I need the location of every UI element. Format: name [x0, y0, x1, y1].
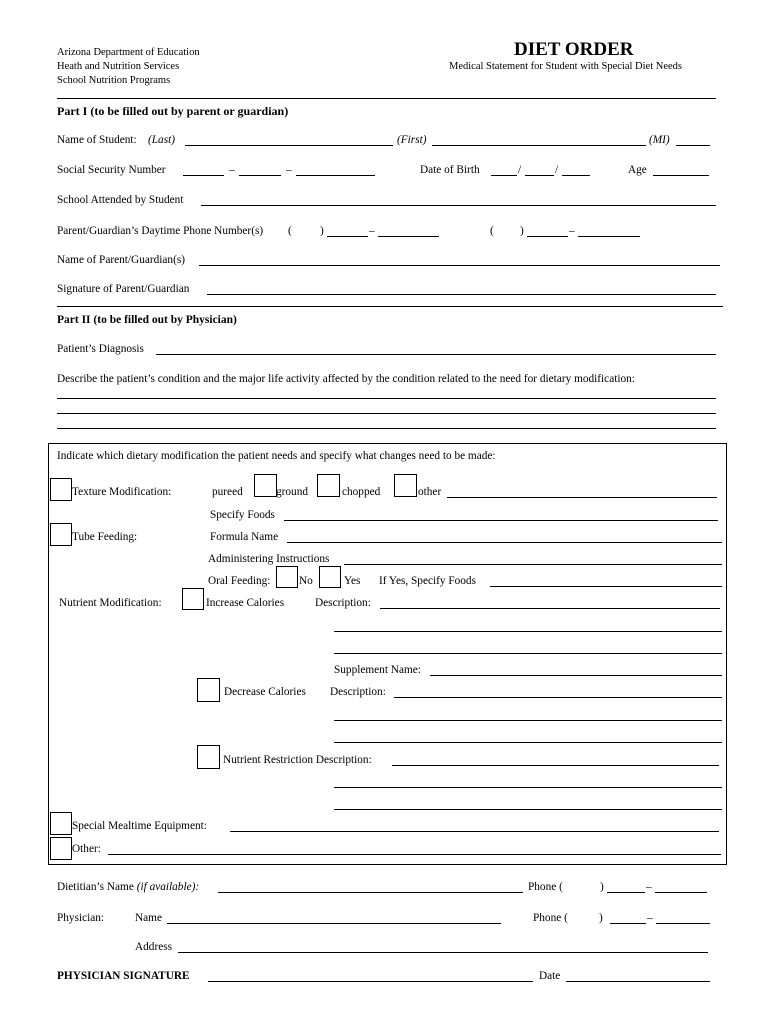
admin-instructions-field[interactable]	[344, 564, 722, 565]
parent-name-field[interactable]	[199, 265, 720, 266]
org-line: School Nutrition Programs	[57, 75, 171, 86]
phone1-prefix-field[interactable]	[327, 236, 368, 237]
page-subtitle: Medical Statement for Student with Special Diet Needs	[449, 61, 682, 72]
oral-no-checkbox[interactable]	[276, 566, 298, 588]
phone2-close-paren: )	[520, 225, 524, 237]
texture-checkbox[interactable]	[50, 478, 72, 501]
org-line: Heath and Nutrition Services	[57, 61, 180, 72]
school-label: School Attended by Student	[57, 194, 184, 206]
ssn-field-3[interactable]	[296, 175, 375, 176]
other-field[interactable]	[108, 854, 721, 855]
other-checkbox[interactable]	[394, 474, 417, 497]
student-name-label: Name of Student:	[57, 134, 137, 146]
if-yes-label: If Yes, Specify Foods	[379, 575, 476, 587]
other-checkbox-bottom[interactable]	[50, 837, 72, 860]
decrease-description-field-3[interactable]	[334, 742, 722, 743]
phone2-line-field[interactable]	[578, 236, 640, 237]
restriction-field-3[interactable]	[334, 809, 722, 810]
date-label: Date	[539, 970, 561, 982]
supplement-name-label: Supplement Name:	[334, 664, 421, 676]
formula-name-label: Formula Name	[210, 531, 279, 543]
phone1-line-field[interactable]	[378, 236, 439, 237]
org-line: Arizona Department of Education	[57, 47, 200, 58]
describe-label: Describe the patient’s condition and the major life activity affected by the condition related to the need for dietary modification:	[57, 373, 635, 385]
supplement-name-field[interactable]	[430, 675, 722, 676]
ssn-dash: –	[229, 164, 235, 176]
physician-name-label: Name	[135, 912, 162, 924]
dob-month-field[interactable]	[491, 175, 517, 176]
address-field[interactable]	[178, 952, 708, 953]
increase-description-field-3[interactable]	[334, 653, 722, 654]
date-field[interactable]	[566, 981, 710, 982]
physician-phone-label: Phone (	[533, 912, 568, 924]
oral-yes-label: Yes	[344, 575, 361, 587]
nutrient-restriction-checkbox[interactable]	[197, 745, 220, 769]
nutrient-restriction-label: Nutrient Restriction Description:	[223, 754, 372, 766]
page-title: DIET ORDER	[514, 39, 634, 60]
dietitian-phone-close-paren: )	[600, 881, 604, 893]
physician-phone-dash: –	[647, 912, 653, 924]
equipment-label: Special Mealtime Equipment:	[72, 820, 207, 832]
physician-name-field[interactable]	[167, 923, 501, 924]
dietitian-name-field[interactable]	[218, 892, 523, 893]
parent-signature-label: Signature of Parent/Guardian	[57, 283, 190, 295]
admin-instructions-label: Administering Instructions	[208, 553, 330, 565]
increase-calories-checkbox[interactable]	[182, 588, 204, 610]
describe-field-1[interactable]	[57, 398, 716, 399]
oral-yes-checkbox[interactable]	[319, 566, 341, 588]
decrease-description-field-1[interactable]	[394, 697, 722, 698]
header-rule	[57, 98, 716, 99]
physician-phone-line-field[interactable]	[656, 923, 710, 924]
mi-field[interactable]	[676, 145, 710, 146]
dietitian-phone-line-field[interactable]	[655, 892, 707, 893]
last-name-field[interactable]	[185, 145, 393, 146]
describe-field-2[interactable]	[57, 413, 716, 414]
equipment-checkbox[interactable]	[50, 812, 72, 835]
equipment-field[interactable]	[230, 831, 719, 832]
age-field[interactable]	[653, 175, 709, 176]
decrease-calories-label: Decrease Calories	[224, 686, 306, 698]
physician-phone-close-paren: )	[599, 912, 603, 924]
increase-description-field-2[interactable]	[334, 631, 722, 632]
phone2-open-paren: (	[490, 225, 494, 237]
first-name-field[interactable]	[432, 145, 646, 146]
oral-no-label: No	[299, 575, 313, 587]
phone-open-paren: (	[288, 225, 292, 237]
phone2-prefix-field[interactable]	[527, 236, 568, 237]
pureed-label: pureed	[212, 486, 243, 498]
parent-name-label: Name of Parent/Guardian(s)	[57, 254, 185, 266]
dietitian-name-label: Dietitian’s Name	[57, 881, 134, 893]
restriction-field-1[interactable]	[392, 765, 719, 766]
if-yes-foods-field[interactable]	[490, 586, 722, 587]
org-block	[57, 46, 200, 88]
address-label: Address	[135, 941, 173, 953]
part2-heading: Part II (to be filled out by Physician)	[57, 314, 237, 326]
increase-calories-label: Increase Calories	[206, 597, 285, 609]
tube-feeding-checkbox[interactable]	[50, 523, 72, 546]
increase-description-label: Description:	[315, 597, 371, 609]
ssn-dash: –	[286, 164, 292, 176]
box-intro: Indicate which dietary modification the patient needs and specify what changes need to be made:	[57, 450, 496, 462]
phone-dash: –	[569, 225, 575, 237]
physician-phone-prefix-field[interactable]	[610, 923, 646, 924]
phone-dash: –	[369, 225, 375, 237]
dietitian-phone-dash: –	[646, 881, 652, 893]
ssn-field-1[interactable]	[183, 175, 224, 176]
diagnosis-label: Patient’s Diagnosis	[57, 343, 144, 355]
chopped-checkbox[interactable]	[317, 474, 340, 497]
age-label: Age	[628, 164, 647, 176]
first-name-hint: (First)	[397, 134, 427, 146]
chopped-label: chopped	[342, 486, 381, 498]
dietitian-phone-prefix-field[interactable]	[607, 892, 645, 893]
ssn-field-2[interactable]	[239, 175, 281, 176]
dob-label: Date of Birth	[420, 164, 480, 176]
specify-foods-field[interactable]	[284, 520, 718, 521]
phone-label: Parent/Guardian’s Daytime Phone Number(s)	[57, 225, 264, 237]
if-available-label: (if available):	[136, 881, 200, 893]
section-divider	[57, 306, 723, 307]
physician-label: Physician:	[57, 912, 105, 924]
school-field[interactable]	[201, 205, 716, 206]
specify-foods-label: Specify Foods	[210, 509, 275, 521]
physician-signature-field[interactable]	[208, 981, 533, 982]
decrease-calories-checkbox[interactable]	[197, 678, 220, 702]
dietary-modification-box	[48, 443, 727, 865]
other-texture-label: other	[418, 486, 442, 498]
diagnosis-field[interactable]	[156, 354, 716, 355]
restriction-field-2[interactable]	[334, 787, 722, 788]
dob-slash: /	[518, 164, 522, 176]
describe-field-3[interactable]	[57, 428, 716, 429]
dob-day-field[interactable]	[525, 175, 554, 176]
tube-feeding-label: Tube Feeding:	[72, 531, 138, 543]
decrease-description-field-2[interactable]	[334, 720, 722, 721]
physician-signature-label: PHYSICIAN SIGNATURE	[57, 970, 190, 982]
dietitian-phone-label: Phone (	[528, 881, 563, 893]
last-name-hint: (Last)	[148, 134, 175, 146]
oral-feeding-label: Oral Feeding:	[208, 575, 271, 587]
increase-description-field-1[interactable]	[380, 608, 720, 609]
part1-heading: Part I (to be filled out by parent or guardian)	[57, 104, 289, 118]
parent-signature-field[interactable]	[207, 294, 716, 295]
formula-name-field[interactable]	[287, 542, 722, 543]
mi-hint: (MI)	[649, 134, 670, 146]
nutrient-mod-label: Nutrient Modification:	[59, 597, 162, 609]
phone-close-paren: )	[320, 225, 324, 237]
dietitian-label	[57, 882, 199, 893]
texture-label: Texture Modification:	[72, 486, 172, 498]
dob-slash: /	[555, 164, 559, 176]
other-label: Other:	[72, 843, 101, 855]
ground-checkbox[interactable]	[254, 474, 277, 497]
ssn-label: Social Security Number	[57, 164, 166, 176]
decrease-description-label: Description:	[330, 686, 386, 698]
other-texture-field[interactable]	[447, 497, 717, 498]
ground-label: ground	[276, 486, 309, 498]
dob-year-field[interactable]	[562, 175, 590, 176]
